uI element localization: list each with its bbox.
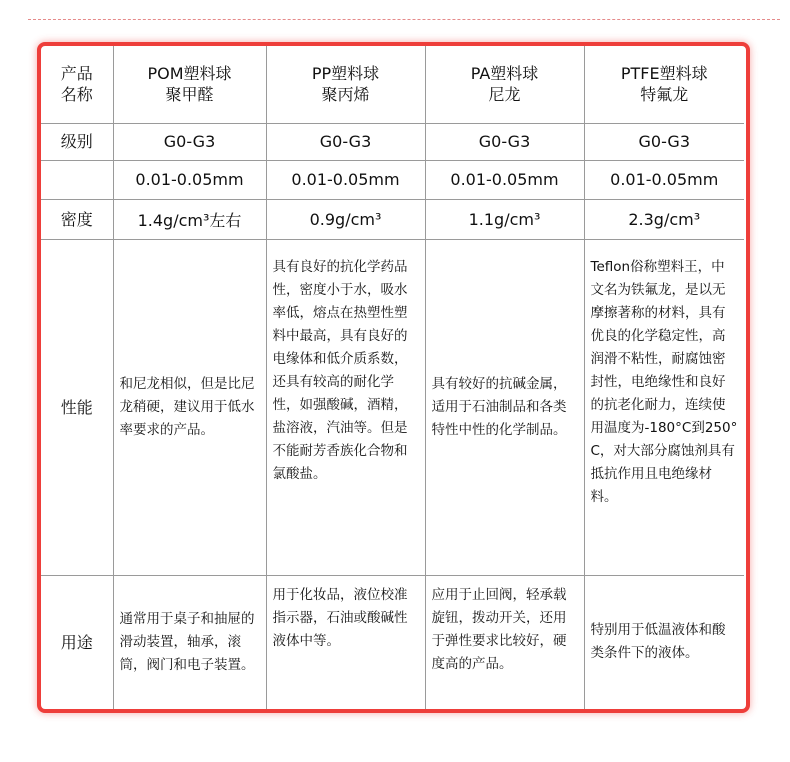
grade-value-pa: G0-G3 [425, 123, 584, 160]
tolerance-value-ptfe: 0.01-0.05mm [584, 160, 744, 199]
product-chemical-name: 聚丙烯 [321, 85, 370, 105]
performance-text: 具有良好的抗化学药品性，密度小于水，吸水率低，熔点在热塑性塑料中最高，具有良好的电缘体和低介质系数，还具有较高的耐化学性，如强酸碱，酒精，盐溶液，汽油等。但是不能耐芳香族化合物和氯酸盐。 [272, 258, 408, 482]
product-chemical-name: 尼龙 [488, 85, 521, 105]
usage-row [41, 575, 744, 709]
density-row [41, 199, 744, 239]
performance-desc-pom [113, 239, 266, 575]
density-label: 密度 [41, 199, 113, 239]
product-name: PP塑料球 [311, 64, 380, 84]
usage-text: 特别用于低温液体和酸类条件下的液体。 [590, 622, 726, 662]
grade-value-ptfe: G0-G3 [584, 123, 744, 160]
spec-table-frame [37, 42, 750, 713]
density-value-pa: 1.1g/cm³ [425, 199, 584, 239]
performance-text: Teflon俗称塑料王，中文名为铁氟龙，是以无摩擦著称的材料，具有优良的化学稳定性，高润滑不粘性，耐腐蚀密封性，电绝缘性和良好的抗老化耐力，连续使用温度为-180°C到250°C，对大部分腐蚀剂具有抵抗作用且电绝缘材料。 [590, 258, 738, 505]
material-spec-table [41, 46, 744, 709]
tolerance-value-pom: 0.01-0.05mm [113, 160, 266, 199]
grade-label: 级别 [41, 123, 113, 160]
usage-desc-pom [113, 575, 266, 709]
product-name: PA塑料球 [470, 64, 539, 84]
header-product-ptfe [584, 46, 744, 123]
product-name: POM塑料球 [147, 64, 232, 84]
usage-text: 通常用于桌子和抽屉的滑动装置，轴承，滚筒，阀门和电子装置。 [119, 610, 255, 673]
performance-text: 具有较好的抗碱金属，适用于石油制品和各类特性中性的化学制品。 [431, 375, 567, 438]
header-product-pa [425, 46, 584, 123]
tolerance-row [41, 160, 744, 199]
performance-desc-pa [425, 239, 584, 575]
performance-desc-pp [266, 239, 425, 575]
header-label-cell [41, 46, 113, 123]
performance-text: 和尼龙相似，但是比尼龙稍硬，建议用于低水率要求的产品。 [119, 375, 255, 438]
header-product-pp [266, 46, 425, 123]
tolerance-value-pa: 0.01-0.05mm [425, 160, 584, 199]
product-chemical-name: 特氟龙 [640, 85, 689, 105]
product-name: PTFE塑料球 [620, 64, 708, 84]
density-value-pp: 0.9g/cm³ [266, 199, 425, 239]
performance-label: 性能 [41, 239, 113, 575]
usage-desc-pa [425, 575, 584, 709]
product-chemical-name: 聚甲醛 [165, 85, 214, 105]
usage-label: 用途 [41, 575, 113, 709]
performance-row [41, 239, 744, 575]
usage-text: 应用于止回阀，轻承载旋钮，拨动开关，还用于弹性要求比较好，硬度高的产品。 [431, 586, 567, 672]
top-dashed-divider [28, 19, 780, 20]
performance-desc-ptfe [584, 239, 744, 575]
usage-desc-pp [266, 575, 425, 709]
grade-value-pom: G0-G3 [113, 123, 266, 160]
header-product-pom [113, 46, 266, 123]
header-row [41, 46, 744, 123]
tolerance-label [41, 160, 113, 199]
tolerance-value-pp: 0.01-0.05mm [266, 160, 425, 199]
density-value-pom: 1.4g/cm³左右 [113, 199, 266, 239]
grade-value-pp: G0-G3 [266, 123, 425, 160]
header-label-line2: 名称 [60, 85, 93, 105]
header-label-line1: 产品 [60, 64, 93, 84]
usage-text: 用于化妆品，液位校准指示器，石油或酸碱性液体中等。 [272, 586, 408, 649]
grade-row [41, 123, 744, 160]
usage-desc-ptfe [584, 575, 744, 709]
density-value-ptfe: 2.3g/cm³ [584, 199, 744, 239]
